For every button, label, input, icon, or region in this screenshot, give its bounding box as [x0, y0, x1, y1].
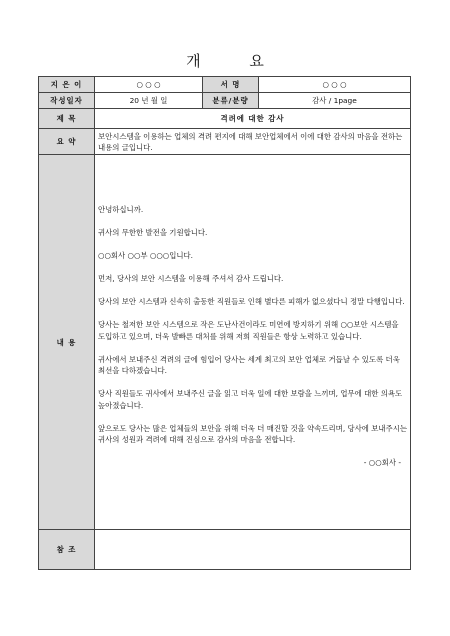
summary-form-table: [38, 76, 411, 570]
signature-label: 서 명: [203, 77, 259, 93]
content-paragraph: 앞으로도 당사는 많은 업체들의 보안을 위해 더욱 더 매진할 것을 약속드리며, 당사에 보내주시는 귀사의 성원과 격려에 대해 진심으로 감사의 마음을 전합니다.: [98, 423, 407, 444]
category-label: 분류/분량: [203, 93, 259, 109]
date-row: [39, 93, 411, 109]
page-title: 개 요: [186, 52, 286, 70]
author-label: 지 은 이: [39, 77, 95, 93]
content-paragraph: ○○회사 ○○부 ○○○입니다.: [98, 251, 194, 260]
reference-row: [39, 530, 411, 570]
content-body: [95, 155, 411, 530]
author-value: ○ ○ ○: [95, 77, 203, 93]
content-paragraph: 당사는 철저한 보안 시스템으로 작은 도난사건이라도 미연에 방지하기 위해 ○○보안 시스템을 도입하고 있으며, 더욱 발빠른 대처를 위해 저희 직원들은 항상 노력하고 있습니다.: [98, 320, 399, 341]
summary-row: [39, 129, 411, 155]
content-paragraph: 먼저, 당사의 보안 시스템을 이용해 주셔서 감사 드립니다.: [98, 274, 284, 283]
content-signature: - ○○회사 -: [363, 458, 401, 467]
summary-label: 요 약: [39, 129, 95, 155]
content-paragraph: 당사 직원들도 귀사에서 보내주신 글을 읽고 더욱 일에 대한 보람을 느끼며, 업무에 대한 의욕도 높아졌습니다.: [98, 389, 403, 410]
content-paragraph: 귀사의 무한한 발전을 기원합니다.: [98, 228, 208, 237]
reference-label: 참 조: [39, 530, 95, 570]
reference-value: [95, 530, 411, 570]
signature-value: ○ ○ ○: [259, 77, 411, 93]
date-value: 20 년 월 일: [95, 93, 203, 109]
subject-value: 격려에 대한 감사: [95, 109, 411, 129]
summary-value: 보안시스템을 이용하는 업체의 격려 편지에 대해 보안업체에서 이에 대한 감사의 마음을 전하는 내용의 글입니다.: [95, 129, 411, 155]
content-paragraph: 귀사에서 보내주신 격려의 글에 힘입어 당사는 세계 최고의 보안 업체로 거듭날 수 있도록 더욱 최선을 다하겠습니다.: [98, 354, 400, 375]
content-row: [39, 155, 411, 530]
content-paragraph: 당사의 보안 시스템과 신속히 출동한 직원들로 인해 별다른 피해가 없으셨다니 정말 다행입니다.: [98, 297, 405, 306]
date-label: 작성일자: [39, 93, 95, 109]
content-paragraph: 안녕하십니까.: [98, 205, 144, 214]
subject-row: [39, 109, 411, 129]
author-row: [39, 77, 411, 93]
subject-label: 제 목: [39, 109, 95, 129]
content-label: 내 용: [39, 155, 95, 530]
category-value: 감사 / 1page: [259, 93, 411, 109]
